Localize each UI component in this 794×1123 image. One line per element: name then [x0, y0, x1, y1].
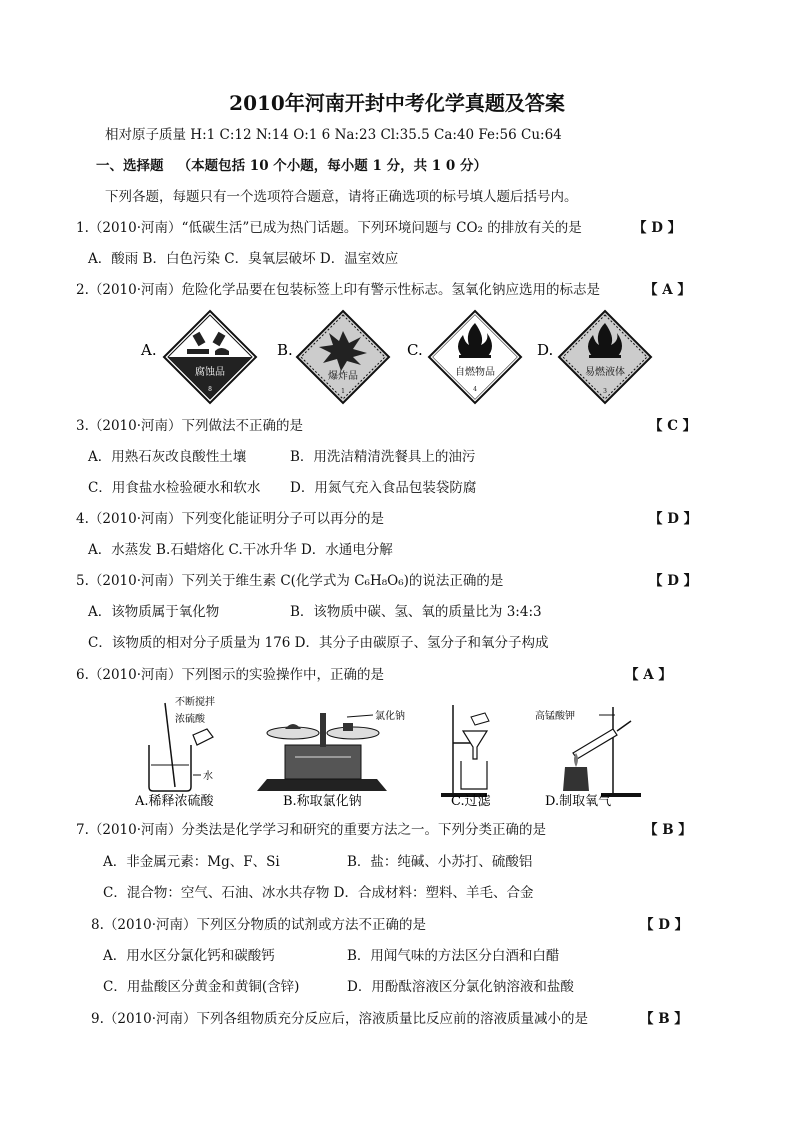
balance-illustration [257, 709, 405, 809]
q2-stem: 2.（2010·河南）危险化学品要在包装标签上印有警示性标志。氢氧化钠应选用的标志是 [76, 282, 601, 298]
q4-options: A．水蒸发 B.石蜡熔化 C.干冰升华 D．水通电分解 [88, 542, 393, 558]
q8-option-d: D．用酚酞溶液区分氯化钠溶液和盐酸 [347, 979, 574, 995]
sign-b-caption: 爆炸品 [328, 371, 358, 382]
balance-icon [257, 779, 387, 791]
sign-b-number: 1 [341, 388, 345, 395]
q7-stem: 7.（2010·河南）分类法是化学学习和研究的重要方法之一。下列分类正确的是 [76, 822, 547, 838]
q3-answer: 【 C 】 [649, 418, 697, 434]
section-title: 一、选择题 [96, 158, 164, 174]
label-kmno4: 高锰酸钾 [535, 711, 575, 722]
q4-stem: 4.（2010·河南）下列变化能证明分子可以再分的是 [76, 511, 385, 527]
q1-options: A．酸雨 B．白色污染 C．臭氧层破坏 D．温室效应 [88, 251, 399, 267]
explosive-sign [297, 311, 389, 403]
oxygen-preparation-illustration [535, 707, 641, 809]
q3-option-a: A．用熟石灰改良酸性土壤 [88, 449, 247, 465]
filtration-illustration [441, 705, 492, 809]
sign-c-number: 4 [473, 386, 477, 393]
section-note: （本题包括 10 个小题，每小题 1 分，共 1 0 分） [177, 158, 487, 174]
q7-option-cd: C．混合物：空气、石油、冰水共存物 D．合成材料：塑料、羊毛、合金 [103, 885, 534, 901]
q3-stem: 3.（2010·河南）下列做法不正确的是 [76, 418, 304, 434]
caption-c: C.过滤 [451, 794, 491, 809]
q3-option-c: C．用食盐水检验硬水和软水 [88, 480, 261, 496]
q5-option-b: B．该物质中碳、氢、氧的质量比为 3:4:3 [290, 604, 542, 620]
flammable-liquid-sign [559, 311, 651, 403]
q6-stem: 6.（2010·河南）下列图示的实验操作中，正确的是 [76, 667, 385, 683]
sign-d-label: D. [537, 341, 554, 359]
q7-option-a: A．非金属元素：Mg、F、Si [103, 854, 280, 870]
page-title: 2010年河南开封中考化学真题及答案 [229, 91, 565, 115]
q8-option-b: B．用闻气味的方法区分白酒和白醋 [347, 948, 560, 964]
glass-rod-icon [165, 703, 175, 787]
q3-option-d: D．用氮气充入食品包装袋防腐 [290, 480, 477, 496]
caption-d: D.制取氧气 [545, 794, 612, 809]
q7-option-b: B．盐：纯碱、小苏打、硫酸铝 [347, 854, 533, 870]
diluting-acid-illustration [135, 695, 215, 809]
atomic-masses: 相对原子质量 H:1 C:12 N:14 O:1 6 Na:23 Cl:35.5 Ca:40 Fe:56 Cu:64 [105, 127, 562, 143]
q9-stem: 9.（2010·河南）下列各组物质充分反应后，溶液质量比反应前的溶液质量减小的是 [91, 1011, 589, 1027]
q6-answer: 【 A 】 [625, 667, 672, 683]
sign-a-label: A. [141, 341, 157, 359]
caption-a: A.稀释浓硫酸 [135, 794, 214, 809]
q5-option-a: A．该物质属于氧化物 [88, 604, 220, 620]
sign-d-number: 3 [603, 388, 607, 395]
q5-stem: 5.（2010·河南）下列关于维生素 C(化学式为 C₆H₈O₆)的说法正确的是 [76, 573, 504, 589]
label-stir: 不断搅拌 [175, 697, 215, 708]
sign-c-label: C. [407, 341, 423, 359]
spontaneous-combustion-sign [429, 311, 521, 403]
sign-c-caption: 自燃物品 [455, 367, 495, 378]
alcohol-lamp-icon [563, 767, 589, 791]
sign-a-number: 8 [208, 386, 212, 393]
q7-answer: 【 B 】 [644, 822, 692, 838]
test-tube-icon [573, 729, 617, 759]
lab-operations-figure [135, 695, 665, 810]
label-water: 水 [203, 771, 213, 782]
sign-b-label: B. [277, 341, 293, 359]
label-nacl: 氯化钠 [375, 711, 405, 722]
q5-option-cd: C．该物质的相对分子质量为 176 D．其分子由碳原子、氢分子和氧分子构成 [88, 635, 549, 651]
q8-answer: 【 D 】 [640, 917, 689, 933]
label-acid: 浓硫酸 [175, 714, 205, 725]
hazard-signs-figure [135, 305, 660, 410]
q2-answer: 【 A 】 [644, 282, 691, 298]
q8-stem: 8.（2010·河南）下列区分物质的试剂或方法不正确的是 [91, 917, 427, 933]
q4-answer: 【 D 】 [649, 511, 698, 527]
q9-answer: 【 B 】 [640, 1011, 688, 1027]
section-instruction: 下列各题，每题只有一个选项符合题意，请将正确选项的标号填人题后括号内。 [105, 189, 578, 205]
corrosive-sign [164, 311, 256, 403]
q3-option-b: B．用洗洁精清洗餐具上的油污 [290, 449, 476, 465]
caption-b: B.称取氯化钠 [283, 794, 362, 809]
q1-stem: 1.（2010·河南）“低碳生活”已成为热门话题。下列环境问题与 CO₂ 的排放有关的是 [76, 220, 582, 236]
q8-option-c: C．用盐酸区分黄金和黄铜(含锌) [103, 979, 300, 995]
q1-answer: 【 D 】 [633, 220, 682, 236]
section-heading [96, 156, 487, 176]
sign-a-caption: 腐蚀品 [195, 367, 225, 378]
beaker-icon [193, 729, 213, 745]
funnel-icon [463, 731, 487, 759]
q8-option-a: A．用水区分氯化钙和碳酸钙 [103, 948, 275, 964]
sign-d-caption: 易燃液体 [585, 367, 625, 378]
q5-answer: 【 D 】 [649, 573, 698, 589]
